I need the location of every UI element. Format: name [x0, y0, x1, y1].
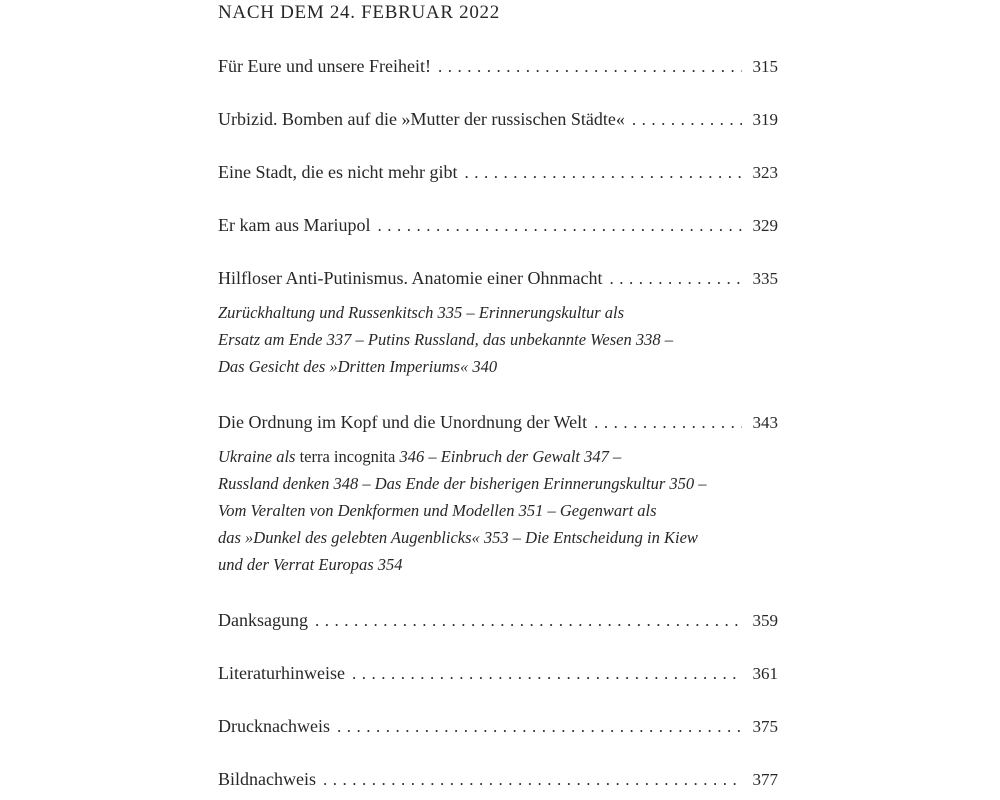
subentry-text-italic: Das Gesicht des »Dritten Imperiums« 340: [218, 357, 498, 376]
dot-leader: [609, 267, 742, 290]
toc-entry: [218, 55, 778, 77]
toc-entry: [218, 715, 778, 737]
toc-entry-page-number: 375: [752, 717, 778, 736]
toc-subentry-line: [218, 497, 778, 524]
subentry-text-italic: Ukraine als: [218, 447, 300, 466]
toc-subentries-block: [218, 443, 778, 578]
toc-entry-title: Danksagung: [218, 610, 308, 630]
subentry-text-italic: und der Verrat Europas 354: [218, 555, 403, 574]
subentry-text-upright: terra incognita: [299, 447, 396, 466]
toc-entry-title: Bildnachweis: [218, 769, 316, 789]
toc-entry-page-number: 329: [752, 216, 778, 235]
table-of-contents: [218, 2, 778, 790]
toc-entry: [218, 768, 778, 790]
toc-entry: [218, 161, 778, 183]
toc-entry-page-number: 319: [752, 110, 778, 129]
toc-subentries-block: [218, 299, 778, 380]
dot-leader: [438, 55, 742, 78]
dot-leader: [323, 768, 742, 791]
toc-subentry-line: [218, 353, 778, 380]
toc-entry: [218, 108, 778, 130]
toc-entry: [218, 214, 778, 236]
dot-leader: [352, 662, 742, 685]
section-heading: NACH DEM 24. FEBRUAR 2022: [218, 2, 500, 23]
toc-subentry-line: [218, 524, 778, 551]
toc-entry-page-number: 361: [752, 664, 778, 683]
toc-entry-title: Für Eure und unsere Freiheit!: [218, 56, 431, 76]
subentry-text-italic: Ersatz am Ende 337 – Putins Russland, das unbekannte Wesen 338 –: [218, 330, 673, 349]
toc-entry-title: Literaturhinweise: [218, 663, 345, 683]
toc-entry-title: Eine Stadt, die es nicht mehr gibt: [218, 162, 458, 182]
toc-entries: [218, 55, 778, 790]
toc-subentry-line: [218, 470, 778, 497]
dot-leader: [594, 411, 742, 434]
subentry-text-italic: 346 – Einbruch der Gewalt 347 –: [395, 447, 622, 466]
toc-entry-page-number: 315: [752, 57, 778, 76]
toc-entry-page-number: 335: [752, 269, 778, 288]
dot-leader: [464, 161, 742, 184]
toc-entry: [218, 609, 778, 631]
dot-leader: [377, 214, 742, 237]
toc-entry: [218, 662, 778, 684]
toc-entry-title: Drucknachweis: [218, 716, 330, 736]
toc-entry-title: Die Ordnung im Kopf und die Unordnung der Welt: [218, 412, 588, 432]
toc-subentry-line: [218, 443, 778, 470]
toc-entry-page-number: 359: [752, 611, 778, 630]
toc-subentry-line: [218, 551, 778, 578]
dot-leader: [632, 108, 742, 131]
subentry-text-italic: das »Dunkel des gelebten Augenblicks« 353 – Die Entscheidung in Kiew: [218, 528, 698, 547]
dot-leader: [337, 715, 742, 738]
toc-entry-page-number: 343: [752, 413, 778, 432]
toc-entry-page-number: 377: [752, 770, 778, 789]
toc-entry-title: Urbizid. Bomben auf die »Mutter der russischen Städte«: [218, 109, 625, 129]
subentry-text-italic: Zurückhaltung und Russenkitsch 335 – Erinnerungskultur als: [218, 303, 625, 322]
subentry-text-italic: Vom Veralten von Denkformen und Modellen 351 – Gegenwart als: [218, 501, 657, 520]
toc-entry-page-number: 323: [752, 163, 778, 182]
subentry-text-italic: Russland denken 348 – Das Ende der bisherigen Erinnerungskultur 350 –: [218, 474, 707, 493]
toc-entry: [218, 411, 778, 433]
toc-entry-title: Hilfloser Anti-Putinismus. Anatomie einer Ohnmacht: [218, 268, 603, 288]
toc-subentry-line: [218, 326, 778, 353]
toc-entry-title: Er kam aus Mariupol: [218, 215, 371, 235]
toc-entry: [218, 267, 778, 289]
toc-subentry-line: [218, 299, 778, 326]
dot-leader: [315, 609, 742, 632]
